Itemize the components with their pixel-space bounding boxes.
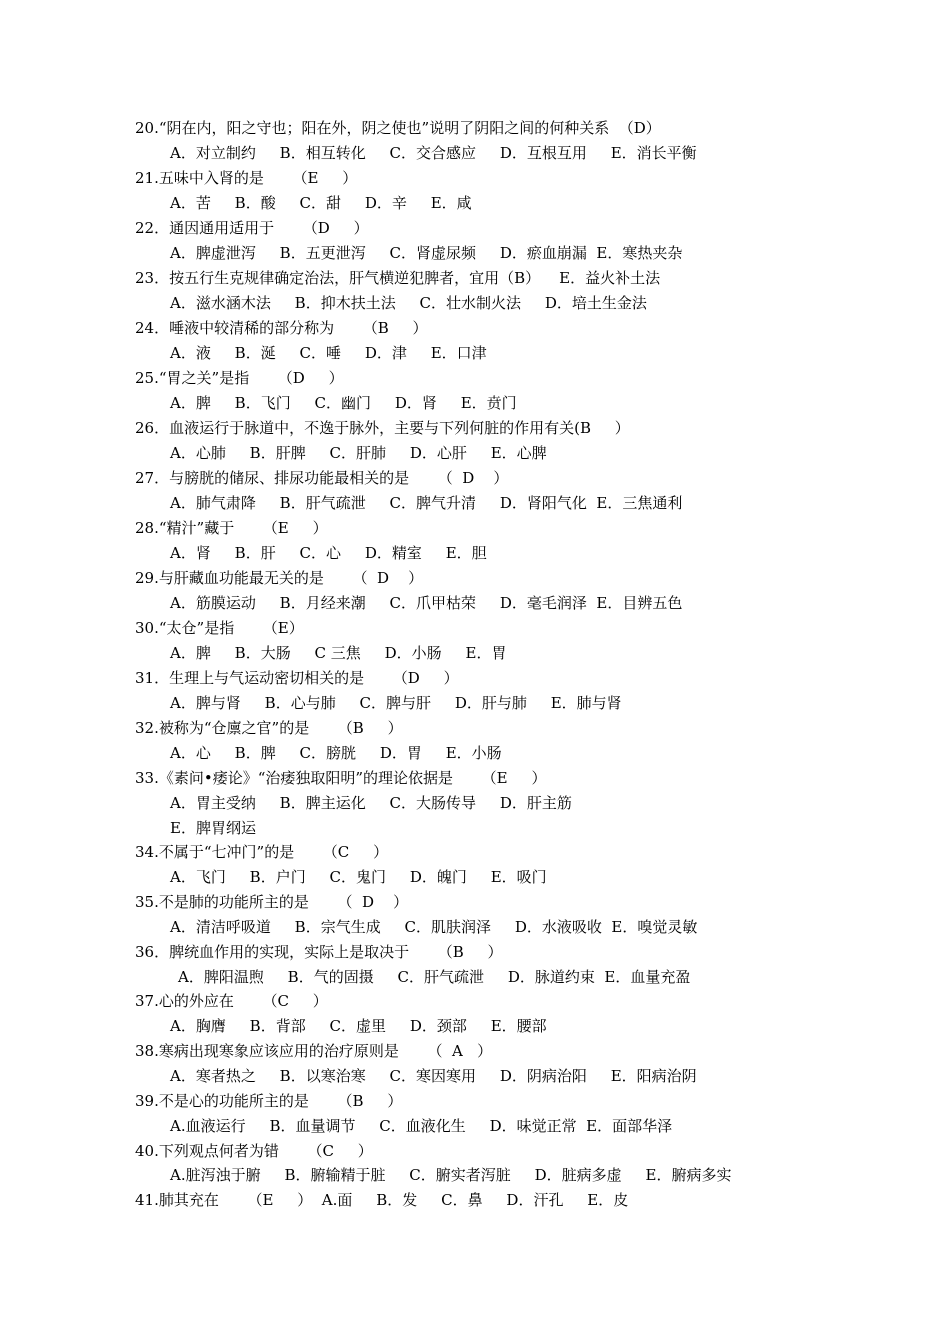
question-21: 21.五味中入肾的是 （E ） [135, 169, 358, 187]
question-34: 34.不属于“七冲门”的是 （C ） [135, 843, 389, 861]
question-27: 27．与膀胱的储尿、排尿功能最相关的是 （ D ） [135, 469, 509, 487]
question-20: 20.“阴在内，阳之守也；阳在外，阴之使也”说明了阴阳之间的何种关系 （D） [135, 119, 661, 137]
options-35: A．清洁呼吸道 B．宗气生成 C．肌肤润泽 D．水液吸收 E．嗅觉灵敏 [170, 918, 698, 936]
question-24: 24．唾液中较清稀的部分称为 （B ） [135, 319, 428, 337]
question-22: 22．通因通用适用于 （D ） [135, 219, 369, 237]
options-21: A．苦 B．酸 C．甜 D．辛 E．咸 [170, 194, 472, 212]
question-37: 37.心的外应在 （C ） [135, 992, 328, 1010]
options-23: A．滋水涵木法 B．抑木扶土法 C．壮水制火法 D．培土生金法 [170, 294, 647, 312]
options-20: A．对立制约 B．相互转化 C．交合感应 D．互根互用 E．消长平衡 [170, 144, 697, 162]
question-31: 31．生理上与气运动密切相关的是 （D ） [135, 669, 459, 687]
options-33-cont: E．脾胃纲运 [170, 819, 256, 837]
options-28: A．肾 B．肝 C．心 D．精室 E．胆 [170, 544, 487, 562]
question-35: 35.不是肺的功能所主的是 （ D ） [135, 893, 409, 911]
question-23: 23．按五行生克规律确定治法，肝气横逆犯脾者，宜用（B） E．益火补土法 [135, 269, 661, 287]
question-30: 30.“太仓”是指 （E） [135, 619, 304, 637]
question-41: 41.肺其充在 （E ） A.面 B．发 C．鼻 D．汗孔 E．皮 [135, 1191, 629, 1209]
question-33: 33.《素问•痿论》“治痿独取阳明”的理论依据是 （E ） [135, 769, 547, 787]
options-27: A．肺气肃降 B．肝气疏泄 C．脾气升清 D．肾阳气化 E．三焦通利 [170, 494, 683, 512]
options-39: A.血液运行 B．血量调节 C．血液化生 D．味觉正常 E．面部华泽 [170, 1117, 673, 1135]
options-29: A．筋膜运动 B．月经来潮 C．爪甲枯荣 D．毫毛润泽 E．目辨五色 [170, 594, 683, 612]
options-31: A．脾与肾 B．心与肺 C．脾与肝 D．肝与肺 E．肺与肾 [170, 694, 622, 712]
options-30: A．脾 B．大肠 C 三焦 D．小肠 E．胃 [170, 644, 507, 662]
question-39: 39.不是心的功能所主的是 （B ） [135, 1092, 403, 1110]
options-37: A．胸膺 B．背部 C．虚里 D．颈部 E．腰部 [170, 1017, 547, 1035]
question-32: 32.被称为“仓廪之官”的是 （B ） [135, 719, 403, 737]
question-25: 25.“胃之关”是指 （D ） [135, 369, 344, 387]
question-26: 26．血液运行于脉道中，不逸于脉外，主要与下列何脏的作用有关(B ） [135, 419, 630, 437]
question-36: 36．脾统血作用的实现，实际上是取决于 （B ） [135, 943, 503, 961]
question-38: 38.寒病出现寒象应该应用的治疗原则是 （ A ） [135, 1042, 493, 1060]
options-32: A．心 B．脾 C．膀胱 D．胃 E．小肠 [170, 744, 502, 762]
options-25: A．脾 B．飞门 C．幽门 D．肾 E．贲门 [170, 394, 517, 412]
options-24: A．液 B．涎 C．唾 D．津 E．口津 [170, 344, 487, 362]
question-28: 28.“精汁”藏于 （E ） [135, 519, 328, 537]
options-22: A．脾虚泄泻 B．五更泄泻 C．肾虚尿频 D．瘀血崩漏 E．寒热夹杂 [170, 244, 683, 262]
options-34: A．飞门 B．户门 C．鬼门 D．魄门 E．吸门 [170, 868, 547, 886]
options-38: A．寒者热之 B．以寒治寒 C．寒因寒用 D．阴病治阳 E．阳病治阴 [170, 1067, 697, 1085]
options-33: A．胃主受纳 B．脾主运化 C．大肠传导 D．肝主筋 [170, 794, 572, 812]
question-40: 40.下列观点何者为错 （C ） [135, 1142, 373, 1160]
question-29: 29.与肝藏血功能最无关的是 （ D ） [135, 569, 424, 587]
options-36: A．脾阳温煦 B．气的固摄 C．肝气疏泄 D．脉道约束 E．血量充盈 [178, 968, 691, 986]
options-26: A．心肺 B．肝脾 C．肝肺 D．心肝 E．心脾 [170, 444, 547, 462]
options-40: A.脏泻浊于腑 B．腑输精于脏 C．腑实者泻脏 D．脏病多虚 E．腑病多实 [170, 1166, 732, 1184]
